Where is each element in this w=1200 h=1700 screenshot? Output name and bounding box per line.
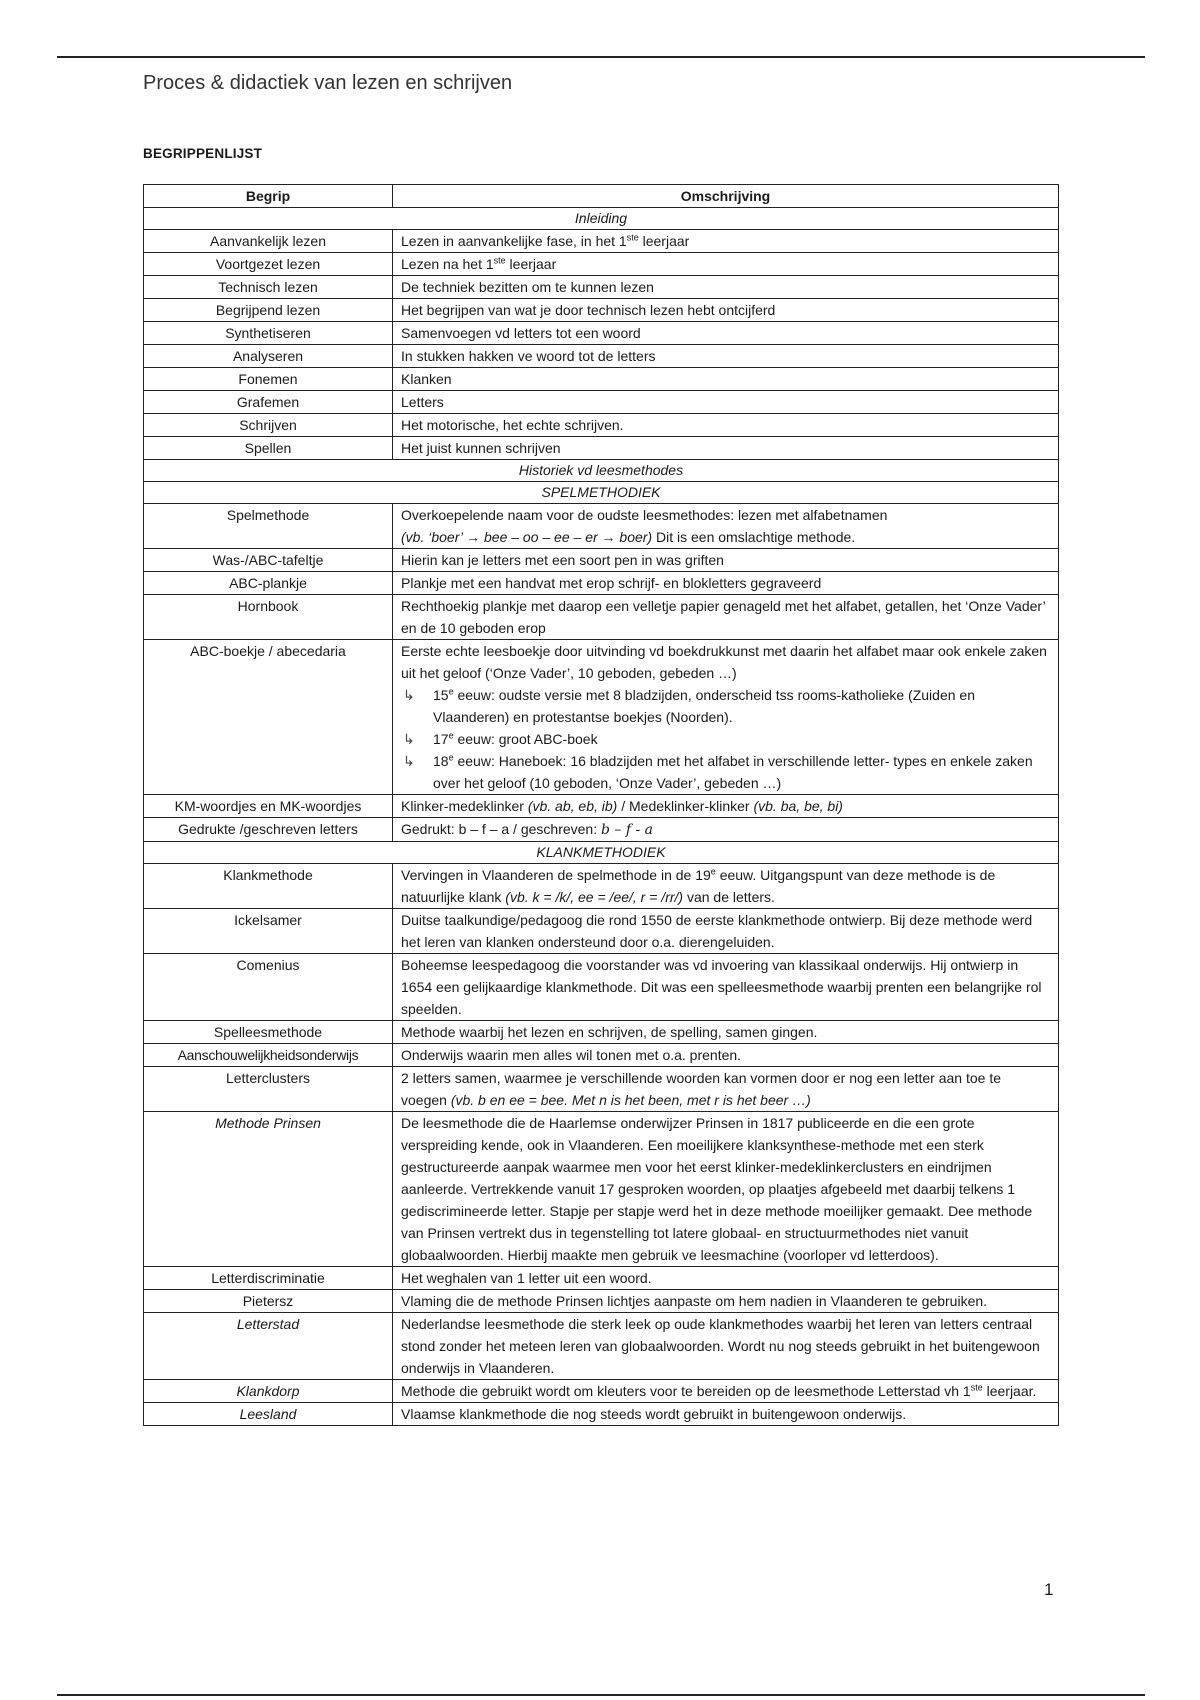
term-cell: KM-woordjes en MK-woordjes bbox=[144, 795, 393, 818]
description-cell: Vlaming die de methode Prinsen lichtjes aanpaste om hem nadien in Vlaanderen te gebruiken. bbox=[393, 1290, 1059, 1313]
term-cell: Schrijven bbox=[144, 414, 393, 437]
table-row bbox=[144, 1267, 1059, 1290]
table-row bbox=[144, 322, 1059, 345]
description-cell: Overkoepelende naam voor de oudste leesmethodes: lezen met alfabetnamen (vb. ‘boer’ → bee – oo – ee – er → boer) Dit is een omslachtige methode. bbox=[393, 504, 1059, 549]
table-row bbox=[144, 276, 1059, 299]
description-cell: Hierin kan je letters met een soort pen in was griften bbox=[393, 549, 1059, 572]
term-cell: Letterstad bbox=[144, 1313, 393, 1380]
term-cell: Aanvankelijk lezen bbox=[144, 230, 393, 253]
glossary-table bbox=[143, 184, 1059, 1426]
description-cell: Nederlandse leesmethode die sterk leek op oude klankmethodes waarbij het leren van letters centraal stond zonder het meteen leren van globaalwoorden. Wordt nu nog steeds gebruikt in het buitengewoon onderwijs in Vlaanderen. bbox=[393, 1313, 1059, 1380]
header-rule bbox=[57, 56, 1145, 58]
term-cell: Aanschouwelijkheidsonderwijs bbox=[144, 1044, 393, 1067]
term-cell: Analyseren bbox=[144, 345, 393, 368]
description-cell: Lezen in aanvankelijke fase, in het 1ste leerjaar bbox=[393, 230, 1059, 253]
section-title: BEGRIPPENLIJST bbox=[143, 146, 263, 161]
description-cell: Duitse taalkundige/pedagoog die rond 1550 de eerste klankmethode ontwierp. Bij deze methode werd het leren van klanken ondersteund door o.a. dierengeluiden. bbox=[393, 909, 1059, 954]
table-row bbox=[144, 1380, 1059, 1403]
hand-arrow-icon: ↳ bbox=[403, 753, 415, 769]
description-cell: Het motorische, het echte schrijven. bbox=[393, 414, 1059, 437]
description-cell: Vervingen in Vlaanderen de spelmethode in de 19e eeuw. Uitgangspunt van deze methode is de natuurlijke klank (vb. k = /k/, ee = /ee/, r = /rr/) van de letters. bbox=[393, 864, 1059, 909]
term-cell: Spelmethode bbox=[144, 504, 393, 549]
description-cell: Methode die gebruikt wordt om kleuters voor te bereiden op de leesmethode Letterstad vh 1ste leerjaar. bbox=[393, 1380, 1059, 1403]
table-row bbox=[144, 230, 1059, 253]
description-cell: Methode waarbij het lezen en schrijven, de spelling, samen gingen. bbox=[393, 1021, 1059, 1044]
table-row bbox=[144, 299, 1059, 322]
table-header-row bbox=[144, 185, 1059, 208]
table-row bbox=[144, 504, 1059, 549]
table-row bbox=[144, 253, 1059, 276]
term-cell: Leesland bbox=[144, 1403, 393, 1426]
footer-rule bbox=[57, 1694, 1145, 1696]
table-row bbox=[144, 909, 1059, 954]
page-number: 1 bbox=[1044, 1580, 1054, 1599]
term-cell: Klankmethode bbox=[144, 864, 393, 909]
table-row bbox=[144, 954, 1059, 1021]
term-cell: Was-/ABC-tafeltje bbox=[144, 549, 393, 572]
section-label: Inleiding bbox=[144, 208, 1059, 230]
description-cell: Lezen na het 1ste leerjaar bbox=[393, 253, 1059, 276]
description-cell: Samenvoegen vd letters tot een woord bbox=[393, 322, 1059, 345]
table-row bbox=[144, 1112, 1059, 1267]
term-cell: Spellen bbox=[144, 437, 393, 460]
description-cell: Rechthoekig plankje met daarop een velletje papier genageld met het alfabet, getallen, het ‘Onze Vader’ en de 10 geboden erop bbox=[393, 595, 1059, 640]
term-cell: Letterdiscriminatie bbox=[144, 1267, 393, 1290]
description-cell: Het begrijpen van wat je door technisch lezen hebt ontcijferd bbox=[393, 299, 1059, 322]
table-row bbox=[144, 1313, 1059, 1380]
section-row-inleiding bbox=[144, 208, 1059, 230]
term-cell: Hornbook bbox=[144, 595, 393, 640]
description-cell: Onderwijs waarin men alles wil tonen met o.a. prenten. bbox=[393, 1044, 1059, 1067]
description-cell: Gedrukt: b – f – a / geschreven: b – f - a bbox=[393, 818, 1059, 842]
section-row-historiek bbox=[144, 460, 1059, 482]
description-cell: Het juist kunnen schrijven bbox=[393, 437, 1059, 460]
table-row bbox=[144, 368, 1059, 391]
table-row bbox=[144, 640, 1059, 795]
list-item: ↳ 18e eeuw: Haneboek: 16 bladzijden met het alfabet in verschillende letter- types en enkele zaken over het geloof (10 geboden, ‘Onze Vader’, gebeden …) bbox=[401, 750, 1050, 794]
section-row-spelmethodiek bbox=[144, 482, 1059, 504]
hand-arrow-icon: ↳ bbox=[403, 687, 415, 703]
term-cell: ABC-boekje / abecedaria bbox=[144, 640, 393, 795]
table-row bbox=[144, 437, 1059, 460]
table-row bbox=[144, 864, 1059, 909]
description-cell: Plankje met een handvat met erop schrijf- en blokletters gegraveerd bbox=[393, 572, 1059, 595]
section-label: Historiek vd leesmethodes bbox=[144, 460, 1059, 482]
description-cell: Boheemse leespedagoog die voorstander was vd invoering van klassikaal onderwijs. Hij ontwierp in 1654 een gelijkaardige klankmethode. Dit was een spelleesmethode waarbij prenten een belangrijke rol speelden. bbox=[393, 954, 1059, 1021]
hand-arrow-icon: ↳ bbox=[403, 731, 415, 747]
description-cell: Het weghalen van 1 letter uit een woord. bbox=[393, 1267, 1059, 1290]
term-cell: Begrijpend lezen bbox=[144, 299, 393, 322]
term-cell: Grafemen bbox=[144, 391, 393, 414]
section-label: SPELMETHODIEK bbox=[144, 482, 1059, 504]
table-row bbox=[144, 414, 1059, 437]
term-cell: Synthetiseren bbox=[144, 322, 393, 345]
description-cell: De techniek bezitten om te kunnen lezen bbox=[393, 276, 1059, 299]
table-row bbox=[144, 572, 1059, 595]
description-cell: Vlaamse klankmethode die nog steeds wordt gebruikt in buitengewoon onderwijs. bbox=[393, 1403, 1059, 1426]
term-cell: Voortgezet lezen bbox=[144, 253, 393, 276]
description-cell: De leesmethode die de Haarlemse onderwijzer Prinsen in 1817 publiceerde en die een grote verspreiding kende, ook in Vlaanderen. Een moeilijkere klanksynthese-methode met een sterk gestructureerde aanpak waarmee men voor het eerst klinker-medeklinkerclusters en eindrijmen aanleerde. Vertrekkende vanuit 17 gesproken woorden, op plaatjes afgebeeld met daarbij telkens 1 gediscrimineerde letter. Stapje per stapje werd het in deze methode moeilijker gemaakt. Dee methode van Prinsen vertrekt dus in tegenstelling tot latere globaal- en structuurmethodes niet vanuit globaalwoorden. Hierbij maakte men gebruik ve leesmachine (voorloper vd letterdoos). bbox=[393, 1112, 1059, 1267]
term-cell: Technisch lezen bbox=[144, 276, 393, 299]
description-cell: Eerste echte leesboekje door uitvinding vd boekdrukkunst met daarin het alfabet maar ook enkele zaken uit het geloof (‘Onze Vader’, 10 geboden, gebeden …) ↳ 15e eeuw: oudste versie met 8 bladzijden, onderscheid tss rooms-katholieke (Zuiden en Vlaanderen) en protestantse boekjes (Noorden). ↳ 17e eeuw: groot ABC-boek ↳ 18e eeuw: Haneboek: 16 bladzijden met het alfabet in verschillende letter- types en enkele zaken over het geloof (10 geboden, ‘Onze Vader’, gebeden …) bbox=[393, 640, 1059, 795]
table-row bbox=[144, 795, 1059, 818]
term-cell: Klankdorp bbox=[144, 1380, 393, 1403]
description-cell: 2 letters samen, waarmee je verschillende woorden kan vormen door er nog een letter aan toe te voegen (vb. b en ee = bee. Met n is het been, met r is het beer …) bbox=[393, 1067, 1059, 1112]
table-row bbox=[144, 1290, 1059, 1313]
term-cell: Gedrukte /geschreven letters bbox=[144, 818, 393, 842]
table-row bbox=[144, 818, 1059, 842]
table-row bbox=[144, 1403, 1059, 1426]
term-cell: Methode Prinsen bbox=[144, 1112, 393, 1267]
table-row bbox=[144, 549, 1059, 572]
term-cell: ABC-plankje bbox=[144, 572, 393, 595]
description-cell: In stukken hakken ve woord tot de letters bbox=[393, 345, 1059, 368]
table-row bbox=[144, 391, 1059, 414]
list-item: ↳ 15e eeuw: oudste versie met 8 bladzijden, onderscheid tss rooms-katholieke (Zuiden en Vlaanderen) en protestantse boekjes (Noorden). bbox=[401, 684, 1050, 728]
table-row bbox=[144, 595, 1059, 640]
term-cell: Spelleesmethode bbox=[144, 1021, 393, 1044]
term-cell: Comenius bbox=[144, 954, 393, 1021]
table-row bbox=[144, 1044, 1059, 1067]
term-cell: Letterclusters bbox=[144, 1067, 393, 1112]
table-row bbox=[144, 1021, 1059, 1044]
description-cell: Klanken bbox=[393, 368, 1059, 391]
table-row bbox=[144, 345, 1059, 368]
table-row bbox=[144, 1067, 1059, 1112]
section-label: KLANKMETHODIEK bbox=[144, 842, 1059, 864]
term-cell: Ickelsamer bbox=[144, 909, 393, 954]
term-cell: Fonemen bbox=[144, 368, 393, 391]
list-item: ↳ 17e eeuw: groot ABC-boek bbox=[401, 728, 1050, 750]
description-cell: Klinker-medeklinker (vb. ab, eb, ib) / Medeklinker-klinker (vb. ba, be, bi) bbox=[393, 795, 1059, 818]
description-cell: Letters bbox=[393, 391, 1059, 414]
document-title: Proces & didactiek van lezen en schrijven bbox=[143, 72, 513, 94]
column-header-term: Begrip bbox=[144, 185, 393, 208]
section-row-klankmethodiek bbox=[144, 842, 1059, 864]
term-cell: Pietersz bbox=[144, 1290, 393, 1313]
column-header-description: Omschrijving bbox=[393, 185, 1059, 208]
